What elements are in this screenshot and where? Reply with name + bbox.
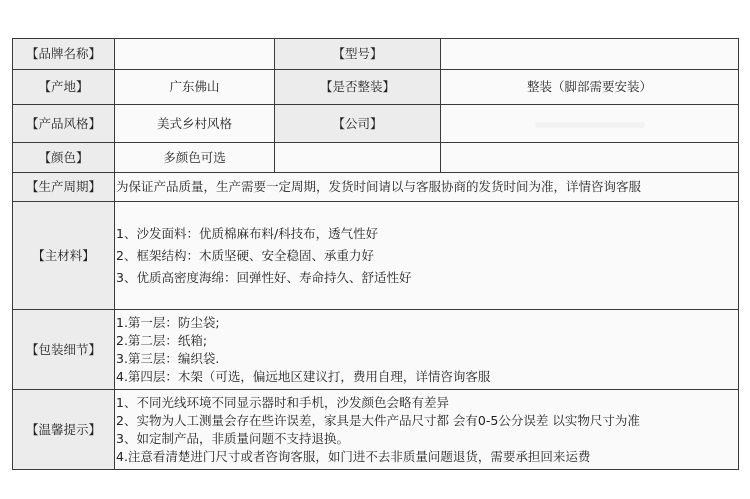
spec-row-tips [13,390,739,470]
packaging-value [115,310,739,390]
material-line: 3、优质高密度海绵：回弹性好、寿命持久、舒适性好 [116,269,412,285]
spec-row-cycle [13,173,739,202]
brand-label: 【品牌名称】 [13,39,115,70]
spec-row-style [13,105,739,143]
style-label: 【产品风格】 [13,105,115,143]
cycle-label: 【生产周期】 [13,173,115,202]
color-label: 【颜色】 [13,143,115,173]
blurred-company-mark [535,122,645,128]
tips-line: 4.注意看清楚进门尺寸或者咨询客服，如门进不去非质量问题退货，需要承担回来运费 [116,448,591,464]
style-value: 美式乡村风格 [115,105,275,143]
company-value [441,105,739,143]
spec-row-packaging [13,310,739,390]
tips-value [115,390,739,470]
material-label: 【主材料】 [13,202,115,310]
product-spec-table [12,38,739,470]
packaging-line: 4.第四层：木架（可选，偏远地区建议打，费用自理，详情咨询客服 [116,368,491,384]
spec-row-origin [13,70,739,105]
origin-value: 广东佛山 [115,70,275,105]
tips-label: 【温馨提示】 [13,390,115,470]
material-value [115,202,739,310]
spec-row-brand [13,39,739,70]
color-value: 多颜色可选 [115,143,275,173]
tips-line: 1、不同光线环境不同显示器时和手机，沙发颜色会略有差异 [116,394,449,410]
packaging-line: 1.第一层：防尘袋; [116,314,220,330]
packaging-label: 【包装细节】 [13,310,115,390]
brand-value [115,39,275,70]
material-line: 1、沙发面料：优质棉麻布料/科技布，透气性好 [116,225,379,241]
model-label: 【型号】 [275,39,441,70]
packaging-line: 2.第二层：纸箱; [116,332,208,348]
company-label: 【公司】 [275,105,441,143]
assembled-value: 整装（脚部需要安装） [441,70,739,105]
tips-line: 3、如定制产品，非质量问题不支持退换。 [116,430,349,446]
spec-row-color [13,143,739,173]
color-empty-cell [275,143,441,173]
model-value [441,39,739,70]
color-empty-cell-2 [441,143,739,173]
cycle-value: 为保证产品质量，生产需要一定周期，发货时间请以与客服协商的发货时间为准，详情咨询客服 [115,173,739,202]
assembled-label: 【是否整装】 [275,70,441,105]
tips-line: 2、实物为人工测量会存在些许误差，家具是大件产品尺寸都 会有0-5公分误差 以实物尺寸为准 [116,412,640,428]
origin-label: 【产地】 [13,70,115,105]
spec-row-material [13,202,739,310]
material-line: 2、框架结构：木质坚硬、安全稳固、承重力好 [116,247,374,263]
packaging-line: 3.第三层：编织袋. [116,350,220,366]
